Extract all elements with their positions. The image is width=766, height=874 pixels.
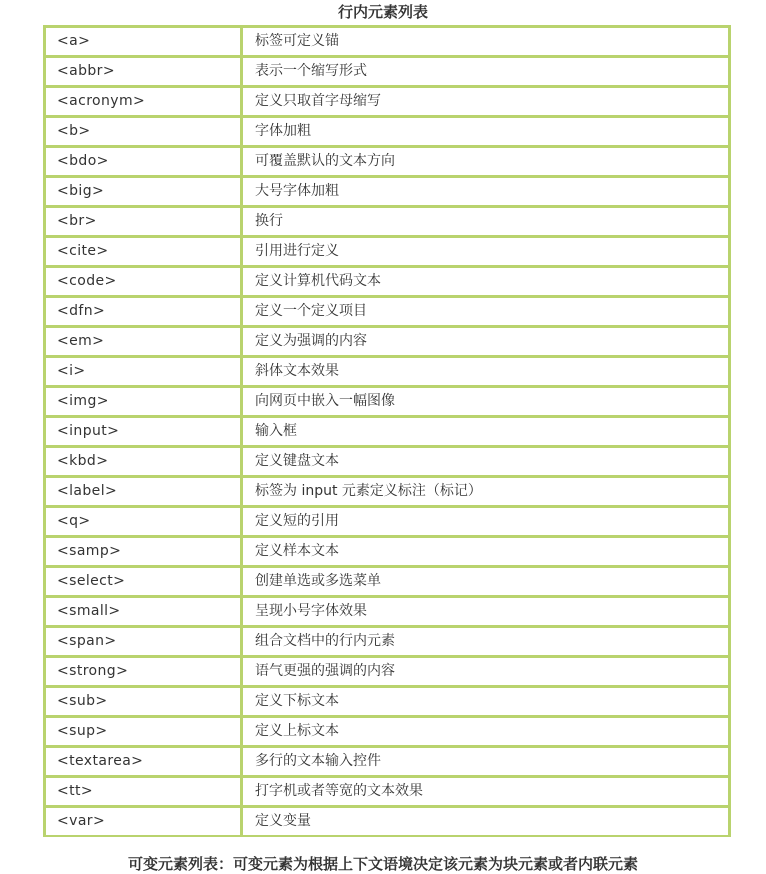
- table-row: [46, 658, 728, 685]
- table-row: [46, 328, 728, 355]
- description-cell: 定义只取首字母缩写: [243, 88, 728, 115]
- tag-cell: <i>: [46, 358, 240, 385]
- table-row: [46, 688, 728, 715]
- description-cell: 多行的文本输入控件: [243, 748, 728, 775]
- table-row: [46, 148, 728, 175]
- description-cell: 换行: [243, 208, 728, 235]
- description-cell: 斜体文本效果: [243, 358, 728, 385]
- description-cell: 定义为强调的内容: [243, 328, 728, 355]
- description-cell: 定义变量: [243, 808, 728, 835]
- description-cell: 输入框: [243, 418, 728, 445]
- description-cell: 语气更强的强调的内容: [243, 658, 728, 685]
- tag-cell: <textarea>: [46, 748, 240, 775]
- description-cell: 定义样本文本: [243, 538, 728, 565]
- table-row: [46, 28, 728, 55]
- description-cell: 定义上标文本: [243, 718, 728, 745]
- table-row: [46, 448, 728, 475]
- tag-cell: <dfn>: [46, 298, 240, 325]
- tag-cell: <big>: [46, 178, 240, 205]
- tag-cell: <input>: [46, 418, 240, 445]
- table-row: [46, 388, 728, 415]
- table-row: [46, 118, 728, 145]
- table-row: [46, 268, 728, 295]
- tag-cell: <acronym>: [46, 88, 240, 115]
- tag-cell: <select>: [46, 568, 240, 595]
- table-row: [46, 748, 728, 775]
- description-cell: 向网页中嵌入一幅图像: [243, 388, 728, 415]
- inline-elements-table: [43, 25, 731, 837]
- table-row: [46, 808, 728, 835]
- tag-cell: <code>: [46, 268, 240, 295]
- description-cell: 组合文档中的行内元素: [243, 628, 728, 655]
- table-row: [46, 598, 728, 625]
- tag-cell: <b>: [46, 118, 240, 145]
- tag-cell: <var>: [46, 808, 240, 835]
- tag-cell: <label>: [46, 478, 240, 505]
- table-caption: 行内元素列表: [337, 3, 428, 21]
- tag-cell: <kbd>: [46, 448, 240, 475]
- table-row: [46, 358, 728, 385]
- table-row: [46, 418, 728, 445]
- tag-cell: <small>: [46, 598, 240, 625]
- description-cell: 呈现小号字体效果: [243, 598, 728, 625]
- table-row: [46, 208, 728, 235]
- tag-cell: <strong>: [46, 658, 240, 685]
- description-cell: 标签为 input 元素定义标注（标记）: [243, 478, 728, 505]
- tag-cell: <span>: [46, 628, 240, 655]
- tag-cell: <br>: [46, 208, 240, 235]
- table-row: [46, 508, 728, 535]
- tag-cell: <tt>: [46, 778, 240, 805]
- table-row: [46, 778, 728, 805]
- tag-cell: <samp>: [46, 538, 240, 565]
- table-row: [46, 88, 728, 115]
- tag-cell: <sup>: [46, 718, 240, 745]
- description-cell: 定义下标文本: [243, 688, 728, 715]
- tag-cell: <cite>: [46, 238, 240, 265]
- description-cell: 创建单选或多选菜单: [243, 568, 728, 595]
- description-cell: 表示一个缩写形式: [243, 58, 728, 85]
- tag-cell: <q>: [46, 508, 240, 535]
- tag-cell: <sub>: [46, 688, 240, 715]
- table-row: [46, 58, 728, 85]
- description-cell: 打字机或者等宽的文本效果: [243, 778, 728, 805]
- description-cell: 定义短的引用: [243, 508, 728, 535]
- description-cell: 大号字体加粗: [243, 178, 728, 205]
- tag-cell: <abbr>: [46, 58, 240, 85]
- table-row: [46, 628, 728, 655]
- tag-cell: <img>: [46, 388, 240, 415]
- table-row: [46, 178, 728, 205]
- table-row: [46, 538, 728, 565]
- description-cell: 定义计算机代码文本: [243, 268, 728, 295]
- description-cell: 字体加粗: [243, 118, 728, 145]
- table-row: [46, 238, 728, 265]
- description-cell: 定义键盘文本: [243, 448, 728, 475]
- description-cell: 引用进行定义: [243, 238, 728, 265]
- footer-note: 可变元素列表：可变元素为根据上下文语境决定该元素为块元素或者内联元素: [127, 855, 638, 873]
- description-cell: 可覆盖默认的文本方向: [243, 148, 728, 175]
- description-cell: 标签可定义锚: [243, 28, 728, 55]
- tag-cell: <bdo>: [46, 148, 240, 175]
- table-row: [46, 568, 728, 595]
- table-row: [46, 478, 728, 505]
- tag-cell: <em>: [46, 328, 240, 355]
- tag-cell: <a>: [46, 28, 240, 55]
- description-cell: 定义一个定义项目: [243, 298, 728, 325]
- table-row: [46, 718, 728, 745]
- table-row: [46, 298, 728, 325]
